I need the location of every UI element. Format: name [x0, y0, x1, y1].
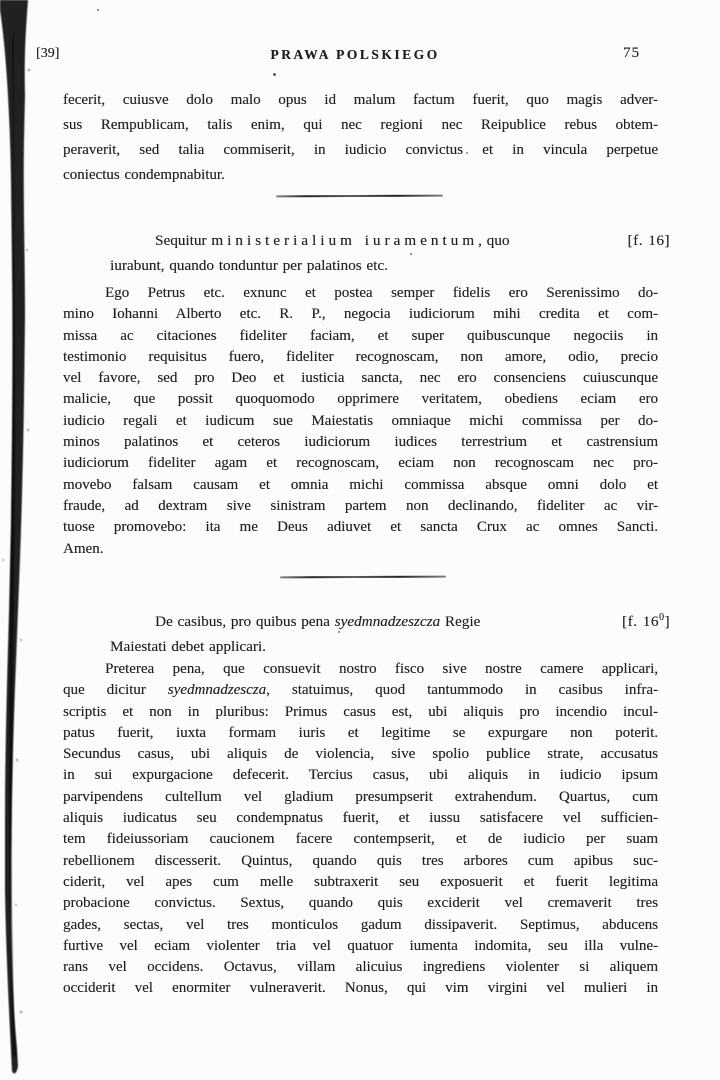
paragraph	[63, 659, 658, 1000]
section-heading	[63, 610, 670, 659]
text-line: mino Iohanni Alberto etc. R. P., negocia iudiciorum mihi credita et com-	[63, 306, 658, 323]
folio-text: ]	[664, 613, 670, 630]
paragraph	[63, 283, 658, 560]
section-divider-rule	[276, 195, 443, 198]
text-run: , statuimus, quod tantummodo in casibus infra-	[266, 682, 658, 699]
text-line: aliquis iudicatus seu condempnatus fuerit, et iussu satisfacere vel sufficien-	[63, 810, 658, 827]
text-line: scriptis et non in pluribus: Primus casus est, ubi aliquis pro incendio incul-	[63, 703, 658, 720]
scan-speck	[273, 73, 276, 76]
running-title: PRAWA POLSKIEGO	[270, 47, 440, 62]
folio-marker	[622, 610, 670, 635]
text-line: Ego Petrus etc. exnunc et postea semper fidelis ero Serenissimo do-	[105, 285, 658, 301]
text-line: Amen.	[63, 540, 104, 557]
text-run-italic: syedmnadzescza	[167, 682, 267, 699]
folio-text: [f. 16	[622, 613, 659, 630]
heading-line: Maiestati debet applicari.	[110, 637, 266, 655]
text-line: occiderit vel enormiter vulneraverit. Nonus, qui vim virgini vel mulieri in	[63, 980, 658, 997]
text-run: que dicitur	[63, 682, 168, 699]
binding-shadow-decoration	[0, 0, 34, 1080]
folio-superscript: 0	[658, 611, 665, 623]
text-line: parvipendens cultellum vel gladium presumpserit extrahendum. Quartus, cum	[63, 788, 658, 805]
text-line: missa ac citaciones fideliter faciam, et super quibuscunque negociis in	[63, 327, 658, 344]
text-line: ciderit, vel apes cum melle subtraxerit seu exposuerit et fuerit legitima	[63, 873, 658, 890]
heading-line	[63, 229, 670, 254]
page-number: 75	[623, 45, 640, 61]
section-heading	[63, 229, 670, 278]
text-line	[63, 680, 658, 701]
heading-text: De casibus, pro quibus pena	[155, 613, 335, 630]
heading-text: Regie	[440, 613, 481, 630]
text-line: testimonio requisitus fuero, fideliter recognoscam, non amore, odio, precio	[63, 348, 658, 365]
marginal-leaf-number: [39]	[36, 46, 60, 61]
scan-speck	[97, 9, 99, 11]
text-line: patus fuerit, iuxta formam iuris et legitime se expurgare non poterit.	[63, 724, 658, 741]
text-line: rebellionem discesserit. Quintus, quando quis tres arbores cum apibus suc-	[63, 852, 658, 869]
text-line: fraude, ad dextram sive sinistram partem non declinando, fideliter ac vir-	[63, 497, 658, 514]
text-line: in sui expurgacione defecerit. Tercius casus, ubi aliquis in iudicio ipsum	[63, 767, 658, 784]
text-line: iudicio regali et iudicum sue Maiestatis omniaque michi commissa per do-	[63, 412, 658, 429]
text-line: movebo falsam causam et omnia michi commissa absque omni dolo et	[63, 476, 658, 493]
text-line: coniectus condempnabitur.	[63, 167, 225, 183]
text-line: iudiciorum fideliter agam et recognoscam, eciam non recognoscam nec pro-	[63, 455, 658, 472]
text-line: probacione convictus. Sextus, quando quis exciderit vel cremaverit tres	[63, 895, 658, 912]
text-line: malicie, que possit quoquomodo opprimere veritatem, obediens eciam ero	[63, 391, 658, 408]
paragraph	[63, 88, 658, 188]
heading-text: Sequitur	[155, 232, 212, 249]
heading-line	[63, 610, 670, 635]
heading-text-spaced: ministerialium iuramentum	[211, 232, 479, 249]
text-line: rans vel occidens. Octavus, villam alicuius ingrediens violenter si aliquem	[63, 959, 658, 976]
section-divider-rule	[280, 576, 446, 579]
heading-text: , quo	[478, 232, 510, 249]
text-line: gades, sectas, vel tres monticulos gadum dissipaverit. Septimus, abducens	[63, 916, 658, 933]
text-line: peraverit, sed talia commiserit, in iudicio convictus et in vincula perpetue	[63, 142, 658, 158]
text-line: tem fideiussoriam caucionem facere contempserit, et de iudicio per suam	[63, 831, 658, 848]
text-line: vel favore, sed pro Deo et iusticia sancta, nec ero consenciens cuiuscunque	[63, 370, 658, 387]
text-line: minos palatinos et ceteros iudiciorum iudices terrestrium et castrensium	[63, 434, 658, 451]
text-line: fecerit, cuiusve dolo malo opus id malum factum fuerit, quo magis adver-	[63, 92, 658, 108]
text-line: sus Rempublicam, talis enim, qui nec regioni nec Reipublice rebus obtem-	[63, 117, 658, 133]
folio-marker: [f. 16]	[627, 232, 670, 249]
text-line: furtive vel eciam violenter tria vel quatuor iumenta indomita, seu illa vulne-	[63, 937, 658, 954]
text-line: tuose promovebo: ita me Deus adiuvet et sancta Crux ac omnes Sancti.	[63, 519, 658, 536]
text-line: Secundus casus, ubi aliquis de violencia, sive spolio publice strate, accusatus	[63, 746, 658, 763]
heading-text-italic: syedmnadzeszcza	[334, 613, 441, 630]
text-line: Preterea pena, que consuevit nostro fisco sive nostre camere applicari,	[105, 661, 658, 677]
heading-line: iurabunt, quando tonduntur per palatinos etc.	[110, 256, 388, 274]
